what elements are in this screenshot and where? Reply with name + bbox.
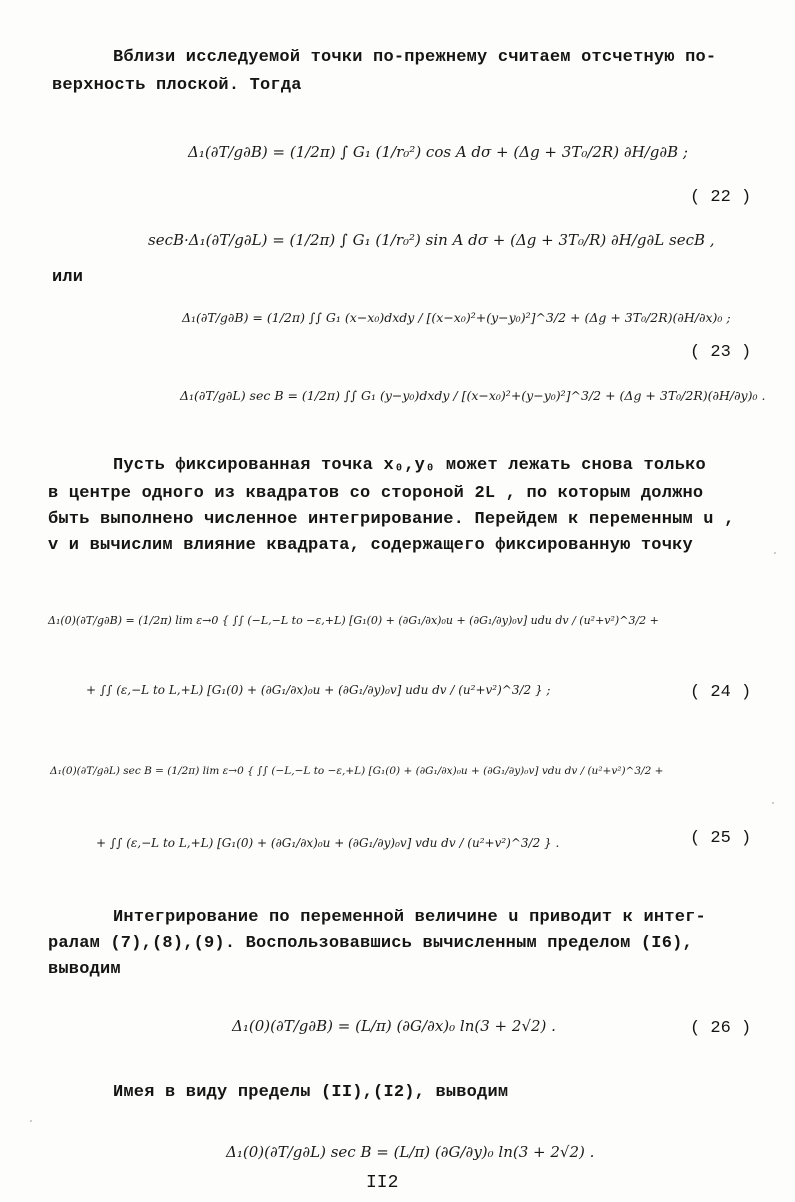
text-line: выводим xyxy=(48,960,121,979)
formula-24b: + ∫∫ (ε,−L to L,+L) [G₁(0) + (∂G₁/∂x)₀u + (∂G₁/∂y)₀v] udu dv / (u²+v²)^3/2 } ; xyxy=(86,683,551,697)
text-line: ралам (7),(8),(9). Воспользовавшись вычисленным пределом (I6), xyxy=(48,934,693,953)
formula-22a: Δ₁(∂T/g∂B) = (1/2π) ∫ G₁ (1/r₀²) cos A dσ + (Δg + 3T₀/2R) ∂H/g∂B ; xyxy=(188,143,688,161)
text-line: Имея в виду пределы (II),(I2), выводим xyxy=(113,1083,509,1102)
text-line: Вблизи исследуемой точки по-прежнему считаем отсчетную по- xyxy=(113,48,717,67)
scan-speck xyxy=(30,1120,32,1122)
text-line: Интегрирование по переменной величине u приводит к интег- xyxy=(113,908,706,927)
equation-number-23: ( 23 ) xyxy=(690,343,752,362)
page-number: II2 xyxy=(366,1173,399,1193)
text-line: v и вычислим влияние квадрата, содержащего фиксированную точку xyxy=(48,536,693,555)
formula-25a: Δ₁(0)(∂T/g∂L) sec B = (1/2π) lim ε→0 { ∫∫ (−L,−L to −ε,+L) [G₁(0) + (∂G₁/∂x)₀u + (∂G₁/∂y)₀v] vdu dv / (u²+v²)^3/2 + xyxy=(50,765,664,777)
equation-number-22: ( 22 ) xyxy=(690,188,752,207)
formula-24a: Δ₁(0)(∂T/g∂B) = (1/2π) lim ε→0 { ∫∫ (−L,−L to −ε,+L) [G₁(0) + (∂G₁/∂x)₀u + (∂G₁/∂y)₀v] udu dv / (u²+v²)^3/2 + xyxy=(48,614,659,627)
equation-number-24: ( 24 ) xyxy=(690,683,752,702)
equation-number-25: ( 25 ) xyxy=(690,829,752,848)
text-line: или xyxy=(52,268,84,287)
formula-final: Δ₁(0)(∂T/g∂L) sec B = (L/π) (∂G/∂y)₀ ln(3 + 2√2) . xyxy=(226,1143,595,1161)
formula-22b: secB·Δ₁(∂T/g∂L) = (1/2π) ∫ G₁ (1/r₀²) sin A dσ + (Δg + 3T₀/R) ∂H/g∂L secB , xyxy=(148,231,715,249)
text-line: верхность плоской. Тогда xyxy=(52,76,302,95)
formula-23a: Δ₁(∂T/g∂B) = (1/2π) ∫∫ G₁ (x−x₀)dxdy / [(x−x₀)²+(y−y₀)²]^3/2 + (Δg + 3T₀/2R)(∂H/∂x)₀ ; xyxy=(182,310,731,325)
formula-23b: Δ₁(∂T/g∂L) sec B = (1/2π) ∫∫ G₁ (y−y₀)dxdy / [(x−x₀)²+(y−y₀)²]^3/2 + (Δg + 3T₀/2R)(∂H/∂y)₀ . xyxy=(180,388,766,403)
equation-number-26: ( 26 ) xyxy=(690,1019,752,1038)
text-line: быть выполнено численное интегрирование. Перейдем к переменным u , xyxy=(48,510,735,529)
formula-26: Δ₁(0)(∂T/g∂B) = (L/π) (∂G/∂x)₀ ln(3 + 2√2) . xyxy=(232,1017,556,1035)
text-line: Пусть фиксированная точка x₀,y₀ может лежать снова только xyxy=(113,456,706,475)
text-line: в центре одного из квадратов со стороной 2L , по которым должно xyxy=(48,484,704,503)
formula-25b: + ∫∫ (ε,−L to L,+L) [G₁(0) + (∂G₁/∂x)₀u + (∂G₁/∂y)₀v] vdu dv / (u²+v²)^3/2 } . xyxy=(96,836,560,850)
scan-speck xyxy=(772,802,774,804)
scan-speck xyxy=(774,552,776,554)
